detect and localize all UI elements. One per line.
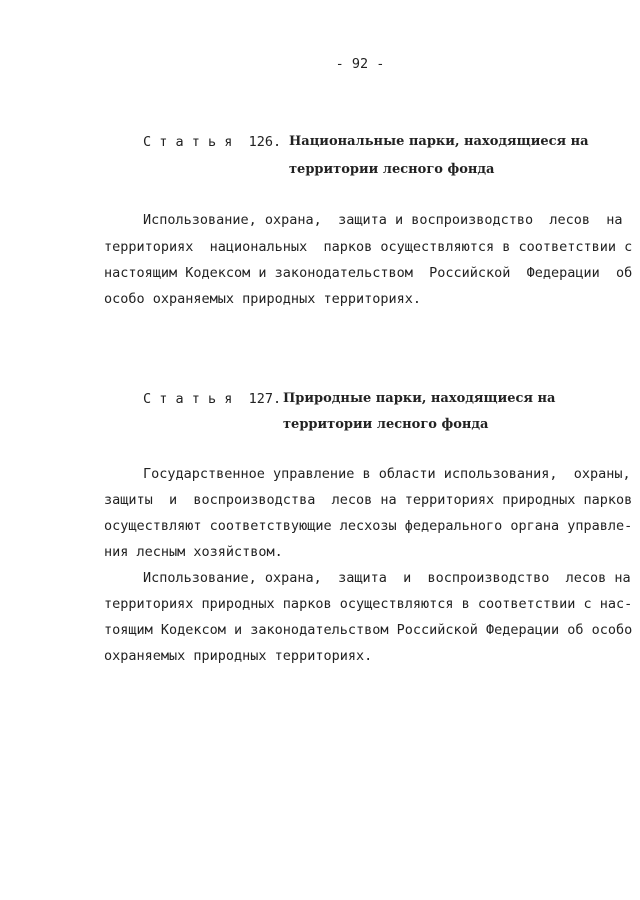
article-127-title-line1: Природные парки, находящиеся на [283,391,556,406]
article-127-para1-line: защиты и воспроизводства лесов на территориях природных парков [104,492,633,508]
article-127-title-line2: территории лесного фонда [283,417,489,432]
article-126-text-line: настоящим Кодексом и законодательством Российской Федерации об [104,265,633,281]
article-126-label: С т а т ь я 126. [143,134,282,150]
article-126-text-line: территориях национальных парков осуществляются в соответствии с [104,239,633,255]
article-126-title-line1: Национальные парки, находящиеся на [289,134,589,149]
article-127-para2-line: тоящим Кодексом и законодательством Российской Федерации об особо [104,622,633,638]
article-127-para1-line: осуществляют соответствующие лесхозы федерального органа управле- [104,518,633,534]
article-127-para1-line: Государственное управление в области использования, охраны, [143,466,631,482]
article-127-label: С т а т ь я 127. [143,391,282,407]
article-127-para2-line: Использование, охрана, защита и воспроизводство лесов на [143,570,631,586]
article-127-para2-line: охраняемых природных территориях. [104,648,373,664]
article-126-text-line: особо охраняемых природных территориях. [104,291,421,307]
article-126-title-line2: территории лесного фонда [289,162,495,177]
article-127-para1-line: ния лесным хозяйством. [104,544,283,560]
article-127-para2-line: территориях природных парков осуществляются в соответствии с нас- [104,596,633,612]
page-number: - 92 - [335,56,385,72]
article-126-text-line: Использование, охрана, защита и воспроизводство лесов на [143,212,623,228]
